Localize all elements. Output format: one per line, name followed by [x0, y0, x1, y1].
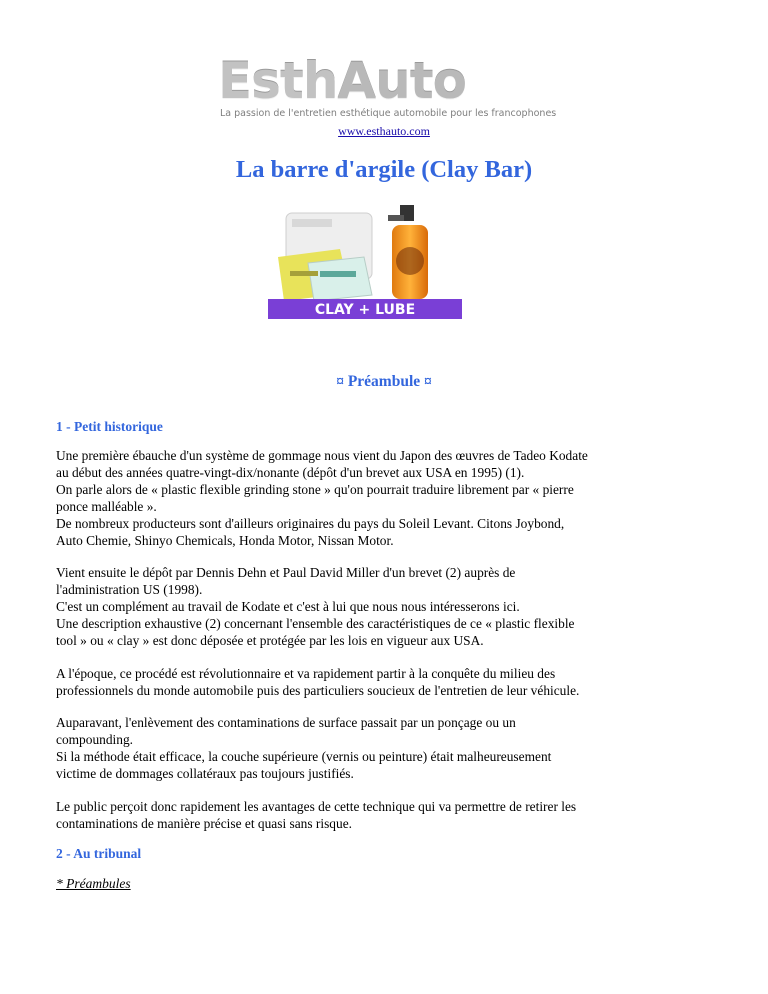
text-line: Vient ensuite le dépôt par Dennis Dehn et Paul David Miller d'un brevet (2) auprès de: [56, 565, 516, 580]
esthauto-logo: [218, 52, 557, 125]
text-line: Auto Chemie, Shinyo Chemicals, Honda Motor, Nissan Motor.: [56, 533, 394, 548]
text-line: l'administration US (1998).: [56, 582, 203, 597]
text-line: contaminations de manière précise et quasi sans risque.: [56, 816, 352, 831]
text-line: Une description exhaustive (2) concernant l'ensemble des caractéristiques de ce « plastic flexible: [56, 616, 575, 631]
subheading-preambules: * Préambules: [56, 876, 131, 891]
page-title: La barre d'argile (Clay Bar): [235, 156, 533, 183]
section-heading-historique: 1 - Petit historique: [56, 419, 163, 434]
site-link[interactable]: www.esthauto.com: [338, 124, 430, 138]
text-line: au début des années quatre-vingt-dix/nonante (dépôt d'un brevet aux USA en 1995) (1).: [56, 465, 525, 480]
section-heading-tribunal: 2 - Au tribunal: [56, 846, 142, 861]
text-line: compounding.: [56, 732, 133, 747]
text-line: On parle alors de « plastic flexible grinding stone » qu'on pourrait traduire librement par « pierre: [56, 482, 574, 497]
product-image: [268, 205, 462, 319]
paragraph: [56, 447, 716, 549]
paragraph: [56, 564, 716, 649]
text-line: victime de dommages collatéraux pas toujours justifiés.: [56, 766, 354, 781]
text-line: ponce malléable ».: [56, 499, 157, 514]
text-line: A l'époque, ce procédé est révolutionnaire et va rapidement partir à la conquête du milieu des: [56, 666, 556, 681]
section-heading: ¤ Préambule ¤: [336, 373, 432, 390]
logo-tagline: La passion de l'entretien esthétique automobile pour les francophones: [220, 108, 557, 119]
text-line: C'est un complément au travail de Kodate et c'est à lui que nous nous intéresserons ici.: [56, 599, 520, 614]
text-line: tool » ou « clay » est donc déposée et protégée par les lois en vigueur aux USA.: [56, 633, 484, 648]
text-line: Une première ébauche d'un système de gommage nous vient du Japon des œuvres de Tadeo Kodate: [56, 448, 588, 463]
text-line: De nombreux producteurs sont d'ailleurs originaires du pays du Soleil Levant. Citons Joybond,: [56, 516, 565, 531]
paragraph: [56, 798, 716, 832]
text-line: professionnels du monde automobile puis des particuliers soucieux de l'entretien de leur véhicule.: [56, 683, 580, 698]
product-banner-text: CLAY + LUBE: [314, 302, 416, 318]
paragraph: [56, 714, 716, 782]
text-line: Le public perçoit donc rapidement les avantages de cette technique qui va permettre de retirer les: [56, 799, 577, 814]
paragraph: [56, 665, 716, 699]
text-line: Si la méthode était efficace, la couche supérieure (vernis ou peinture) était malheureusement: [56, 749, 552, 764]
logo-wordmark: EsthAuto: [218, 52, 466, 110]
text-line: Auparavant, l'enlèvement des contaminations de surface passait par un ponçage ou un: [56, 715, 516, 730]
